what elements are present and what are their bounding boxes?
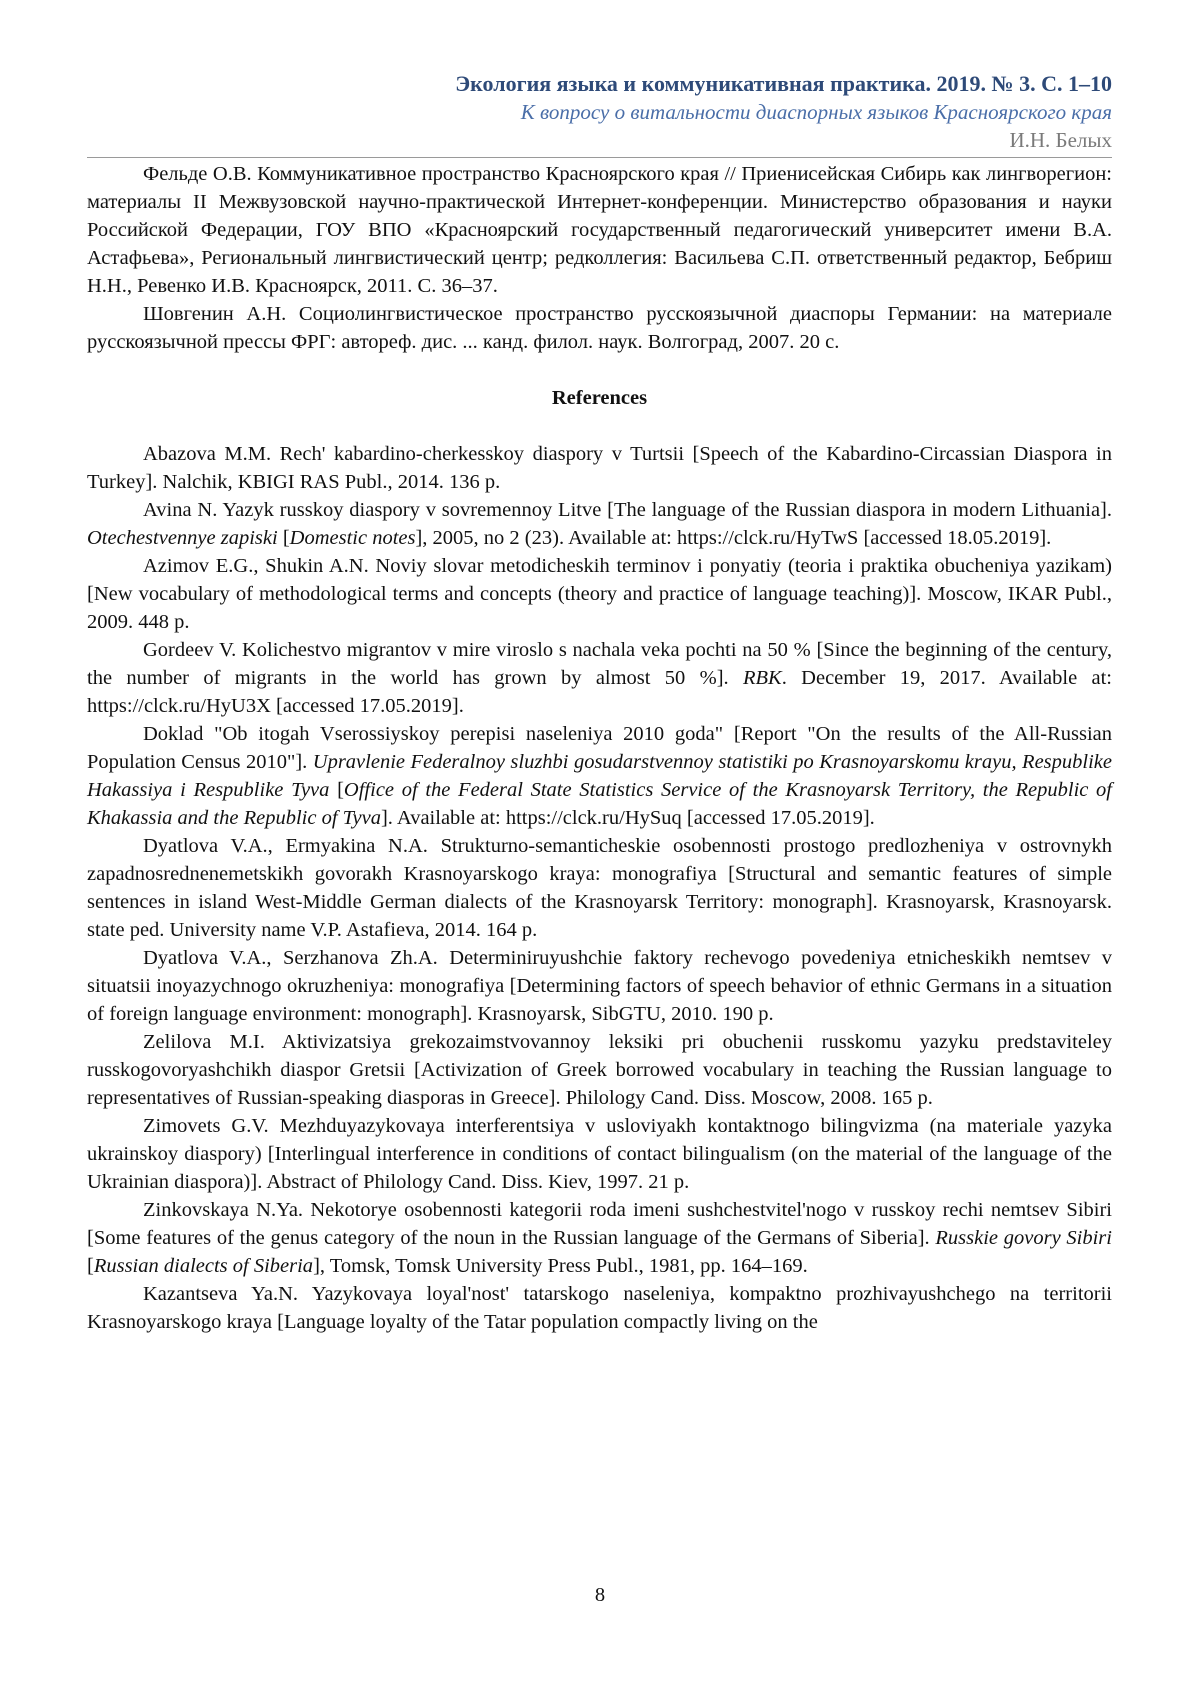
reference-entry <box>87 496 1112 552</box>
running-header <box>87 70 1112 154</box>
reference-entry <box>87 636 1112 720</box>
ref-italic: Russian dialects of Siberia <box>93 1255 314 1277</box>
reference-list <box>87 160 1112 1336</box>
references-heading: References <box>551 387 648 409</box>
ref-text: Zinkovskaya N.Ya. Nekotorye osobennosti kategorii roda imeni sushchestvitel'nogo v russkoy rechi nemtsev Sibiri [Some features of the genus category of the noun in the Russian language of the Germans of Siberia]. <box>87 1199 1112 1249</box>
ref-text: [ <box>329 779 344 801</box>
reference-entry <box>87 1112 1112 1196</box>
ref-text: ], 2005, no 2 (23). Available at: https://clck.ru/HyTwS [accessed 18.05.2019]. <box>415 527 1052 549</box>
ref-text: Zimovets G.V. Mezhduyazykovaya interferentsiya v usloviyakh kontaktnogo bilingvizma (na materiale yazyka ukrainskoy diaspory) [Interlingual interference in conditions of contact bilingualism (on the material of the language of the Ukrainian diaspora)]. Abstract of Philology Cand. Diss. Kiev, 1997. 21 p. <box>87 1115 1112 1193</box>
ref-italic: Office of the Federal State Statistics Service of the Krasnoyarsk Territory, the Republic of Khakassia and the Republic of Tyva <box>87 779 1112 829</box>
russian-ref-entry <box>87 160 1112 300</box>
reference-entry <box>87 440 1112 496</box>
article-title: К вопросу о витальности диаспорных языков Красноярского края <box>520 100 1112 124</box>
ref-text: . December 19, 2017. Available at: https://clck.ru/HyU3X [accessed 17.05.2019]. <box>87 667 1112 717</box>
reference-entry <box>87 1196 1112 1280</box>
author-name: И.Н. Белых <box>1009 128 1112 152</box>
reference-entry <box>87 1280 1112 1336</box>
ref-text: [ <box>87 1255 94 1277</box>
journal-title: Экология языка и коммуникативная практика. 2019. № 3. С. 1–10 <box>455 71 1112 96</box>
reference-entry <box>87 1028 1112 1112</box>
ref-italic: RBK <box>743 667 782 689</box>
ref-text: Zelilova M.I. Aktivizatsiya grekozaimstvovannoy leksiki pri obuchenii russkomu yazyku predstaviteley russkogovoryashchikh diaspor Gretsii [Activization of Greek borrowed vocabulary in teaching the Russian language to representatives of Russian-speaking diasporas in Greece]. Philology Cand. Diss. Moscow, 2008. 165 p. <box>87 1031 1112 1109</box>
ref-text: ]. Available at: https://clck.ru/HySuq [accessed 17.05.2019]. <box>380 807 875 829</box>
ref-text: ], Tomsk, Tomsk University Press Publ., 1981, pp. 164–169. <box>313 1255 808 1277</box>
ref-text: Doklad "Ob itogah Vserossiyskoy perepisi naseleniya 2010 goda" [Report "On the results of the All-Russian Population Census 2010"]. <box>87 723 1112 773</box>
ref-italic: Upravlenie Federalnoy sluzhbi gosudarstvennoy statistiki po Krasnoyarskomu krayu, Respublike Hakassiya i Respublike Tyva <box>87 751 1112 801</box>
ref-text: Шовгенин А.Н. Социолингвистическое пространство русскоязычной диаспоры Германии: на материале русскоязычной прессы ФРГ: автореф. дис. ... канд. филол. наук. Волгоград, 2007. 20 с. <box>87 303 1112 353</box>
header-divider <box>87 157 1112 158</box>
ref-text: Azimov E.G., Shukin A.N. Noviy slovar metodicheskih terminov i ponyatiy (teoria i praktika obucheniya yazikam) [New vocabulary of methodological terms and concepts (theory and practice of language teaching)]. Moscow, IKAR Publ., 2009. 448 p. <box>87 555 1112 633</box>
reference-entry <box>87 552 1112 636</box>
ref-text: Abazova M.M. Rech' kabardino-cherkesskoy diaspory v Turtsii [Speech of the Kabardino-Circassian Diaspora in Turkey]. Nalchik, KBIGI RAS Publ., 2014. 136 p. <box>87 443 1112 493</box>
ref-italic: Domestic notes <box>289 527 416 549</box>
reference-entry <box>87 720 1112 832</box>
ref-text: Фельде О.В. Коммуникативное пространство Красноярского края // Приенисейская Сибирь как лингворегион: материалы II Межвузовской научно-практической Интернет-конференции. Министерство образования и науки Российской Федерации, ГОУ ВПО «Красноярский государственный педагогический университет имени В.А. Астафьева», Региональный лингвистический центр; редколлегия: Васильева С.П. ответственный редактор, Бебриш Н.Н., Ревенко И.В. Красноярск, 2011. С. 36–37. <box>87 163 1112 297</box>
reference-entry <box>87 832 1112 944</box>
ref-text: Dyatlova V.A., Ermyakina N.A. Strukturno-semanticheskie osobennosti prostogo predlozheniya v ostrovnykh zapadnosrednenemetskikh govorakh Krasnoyarskogo kraya: monografiya [Structural and semantic features of simple sentences in island West-Middle German dialects of the Krasnoyarsk Territory: monograph]. Krasnoyarsk, Krasnoyarsk. state ped. University name V.P. Astafieva, 2014. 164 p. <box>87 835 1112 941</box>
ref-italic: Otechestvennye zapiski <box>87 527 278 549</box>
ref-italic: Russkie govory Sibiri <box>935 1227 1112 1249</box>
ref-text: [ <box>277 527 290 549</box>
ref-text: Kazantseva Ya.N. Yazykovaya loyal'nost' tatarskogo naseleniya, kompaktno prozhivayushchego na territorii Krasnoyarskogo kraya [Language loyalty of the Tatar population compactly living on the <box>87 1283 1112 1333</box>
reference-entry <box>87 944 1112 1028</box>
ref-text: Gordeev V. Kolichestvo migrantov v mire viroslo s nachala veka pochti na 50 % [Since the beginning of the century, the number of migrants in the world has grown by almost 50 %]. <box>87 639 1112 689</box>
russian-ref-entry <box>87 300 1112 356</box>
ref-text: Avina N. Yazyk russkoy diaspory v sovremennoy Litve [The language of the Russian diaspora in modern Lithuania]. <box>143 499 1112 521</box>
page-number: 8 <box>594 1584 606 1606</box>
ref-text: Dyatlova V.A., Serzhanova Zh.A. Determiniruyushchie faktory rechevogo povedeniya etnicheskikh nemtsev v situatsii inoyazychnogo okruzheniya: monografiya [Determining factors of speech behavior of ethnic Germans in a situation of foreign language environment: monograph]. Krasnoyarsk, SibGTU, 2010. 190 p. <box>87 947 1112 1025</box>
